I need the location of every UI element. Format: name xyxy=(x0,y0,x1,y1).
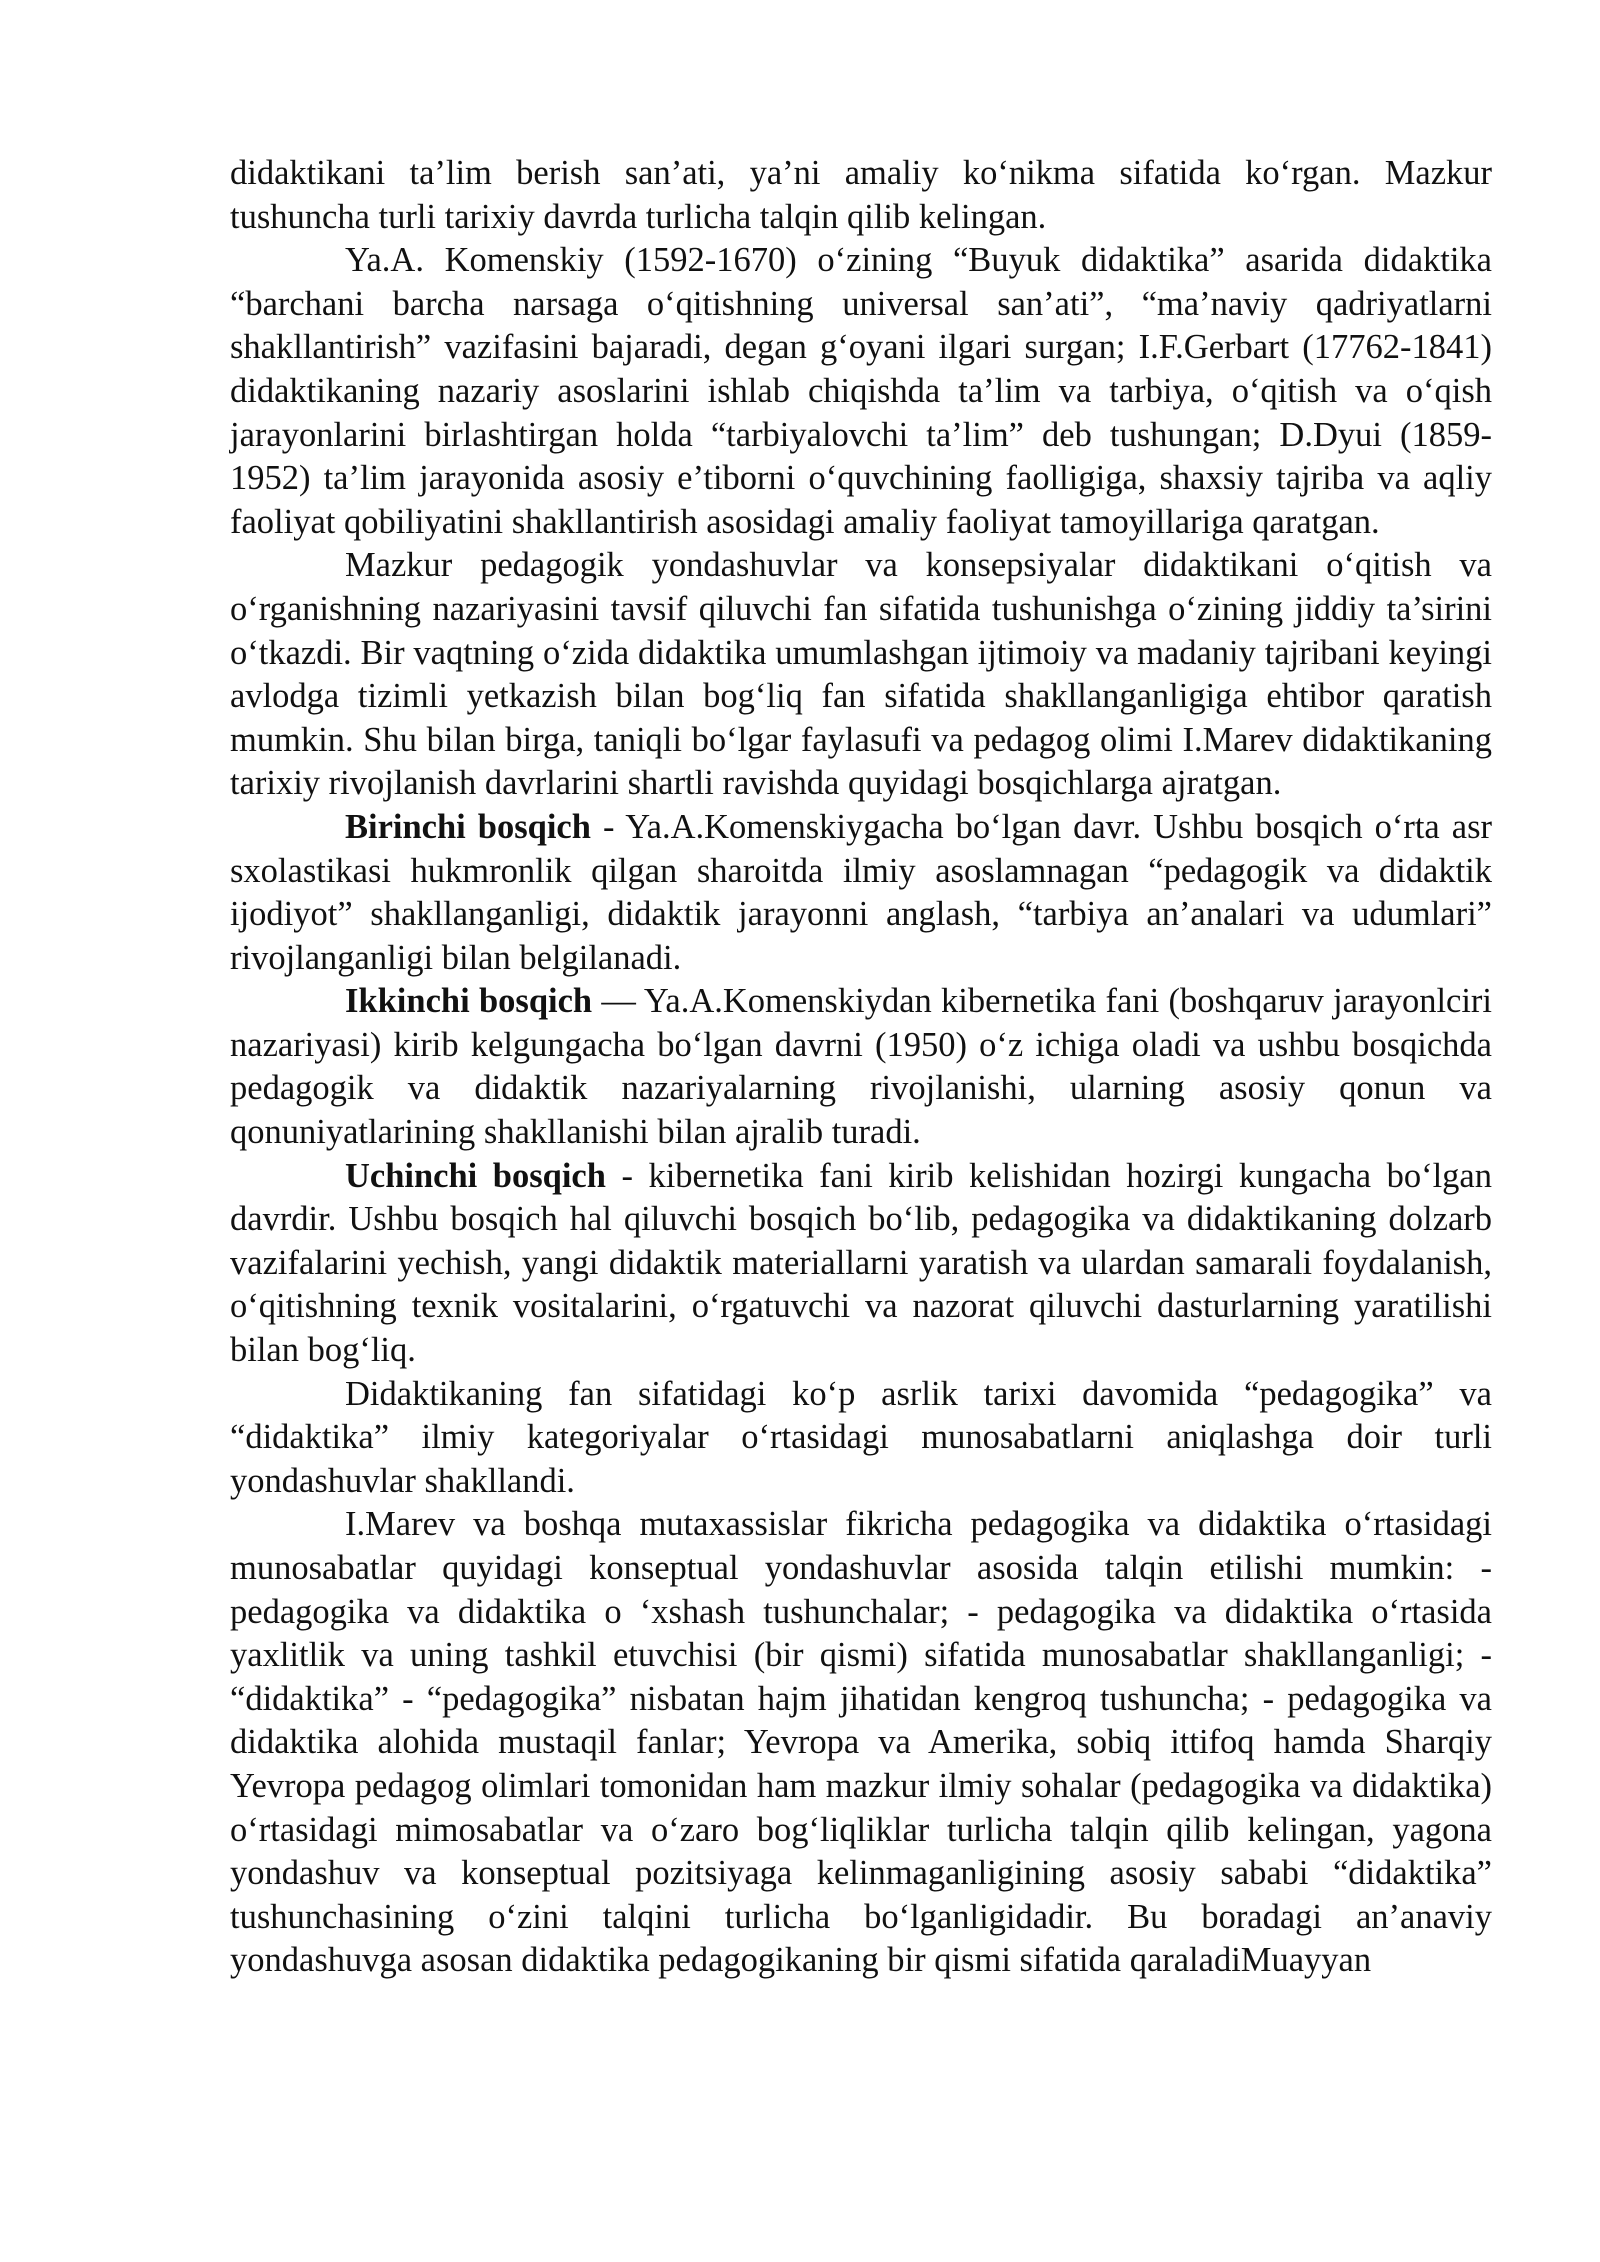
paragraph-4-text: - Ya.A.Komenskiygacha bo‘lgan davr. Ushbu bosqich o‘rta asr sxolastikasi hukmronlik qilgan sharoitda ilmiy asoslamnagan “pedagogik va didaktik ijodiyot” shakllanganligi, didaktik jarayonni anglash, “tarbiya an’analari va udumlari” rivojlanganligi bilan belgilanadi. xyxy=(230,807,1492,977)
paragraph-4-lead: Birinchi bosqich xyxy=(345,807,591,846)
paragraph-5-text: — Ya.A.Komenskiydan kibernetika fani (boshqaruv jarayonlciri nazariyasi) kirib kelgungacha bo‘lgan davrni (1950) o‘z ichiga oladi va ushbu bosqichda pedagogik va didaktik nazariyalarning rivojlanishi, ularning asosiy qonun va qonuniyatlarining shakllanishi bilan ajralib turadi. xyxy=(230,982,1493,1152)
paragraph-5-lead: Ikkinchi bosqich xyxy=(345,982,593,1021)
paragraph-7 xyxy=(230,1373,1492,1504)
paragraph-2-text: Ya.A. Komenskiy (1592-1670) o‘zining “Buyuk didaktika” asarida didaktika “barchani barcha narsaga o‘qitishning universal san’ati”, “ma’naviy qadriyatlarni shakllantirish” vazifasini bajaradi, degan g‘oyani ilgari surgan; I.F.Gerbart (17762-1841) didaktikaning nazariy asoslarini ishlab chiqishda ta’lim va tarbiya, o‘qitish va o‘qish jarayonlarini birlashtirgan holda “tarbiyalovchi ta’lim” deb tushungan; D.Dyui (1859-1952) ta’lim jarayonida asosiy e’tiborni o‘quvchining faolligiga, shaxsiy tajriba va aqliy faoliyat qobiliyatini shakllantirish asosidagi amaliy faoliyat tamoyillariga qaratgan. xyxy=(230,241,1492,541)
paragraph-5 xyxy=(230,980,1492,1154)
paragraph-1-text: didaktikani ta’lim berish san’ati, ya’ni amaliy ko‘nikma sifatida ko‘rgan. Mazkur tushuncha turli tarixiy davrda turlicha talqin qilib kelingan. xyxy=(230,154,1492,236)
paragraph-8 xyxy=(230,1503,1492,1983)
paragraph-1 xyxy=(230,152,1492,239)
paragraph-6-text: - kibernetika fani kirib kelishidan hozirgi kungacha bo‘lgan davrdir. Ushbu bosqich hal qiluvchi bosqich bo‘lib, pedagogika va didaktikaning dolzarb vazifalarini yechish, yangi didaktik materiallarni yaratish va ulardan samarali foydalanish, o‘qitishning texnik vositalarini, o‘rgatuvchi va nazorat qiluvchi dasturlarning yaratilishi bilan bog‘liq. xyxy=(230,1156,1492,1370)
paragraph-6-lead: Uchinchi bosqich xyxy=(345,1156,606,1195)
paragraph-3-text: Mazkur pedagogik yondashuvlar va konsepsiyalar didaktikani o‘qitish va o‘rganishning nazariyasini tavsif qiluvchi fan sifatida tushunishga o‘zining jiddiy ta’sirini o‘tkazdi. Bir vaqtning o‘zida didaktika umumlashgan ijtimoiy va madaniy tajribani keyingi avlodga tizimli yetkazish bilan bog‘liq fan sifatida shakllanganligiga ehtibor qaratish mumkin. Shu bilan birga, taniqli bo‘lgar faylasufi va pedagog olimi I.Marev didaktikaning tarixiy rivojlanish davrlarini shartli ravishda quyidagi bosqichlarga ajratgan. xyxy=(230,546,1492,803)
paragraph-6 xyxy=(230,1155,1492,1373)
paragraph-2 xyxy=(230,239,1492,544)
paragraph-4 xyxy=(230,806,1492,980)
document-page xyxy=(230,152,1492,1983)
paragraph-8-text: I.Marev va boshqa mutaxassislar fikricha pedagogika va didaktika o‘rtasidagi munosabatlar quyidagi konseptual yondashuvlar asosida talqin etilishi mumkin: - pedagogika va didaktika o ‘xshash tushunchalar; - pedagogika va didaktika o‘rtasida yaxlitlik va uning tashkil etuvchisi (bir qismi) sifatida munosabatlar shakllanganligi; - “didaktika” - “pedagogika” nisbatan hajm jihatidan kengroq tushuncha; - pedagogika va didaktika alohida mustaqil fanlar; Yevropa va Amerika, sobiq ittifoq hamda Sharqiy Yevropa pedagog olimlari tomonidan ham mazkur ilmiy sohalar (pedagogika va didaktika) o‘rtasidagi mimosabatlar va o‘zaro bog‘liqliklar turlicha talqin qilib kelingan, yagona yondashuv va konseptual pozitsiyaga kelinmaganligining asosiy sababi “didaktika” tushunchasining o‘zini talqini turlicha bo‘lganligidadir. Bu boradagi an’anaviy yondashuvga asosan didaktika pedagogikaning bir qismi sifatida qaraladiMuayyan xyxy=(230,1505,1492,1980)
paragraph-7-text: Didaktikaning fan sifatidagi ko‘p asrlik tarixi davomida “pedagogika” va “didaktika” ilmiy kategoriyalar o‘rtasidagi munosabatlarni aniqlashga doir turli yondashuvlar shakllandi. xyxy=(230,1374,1492,1500)
paragraph-3 xyxy=(230,544,1492,806)
